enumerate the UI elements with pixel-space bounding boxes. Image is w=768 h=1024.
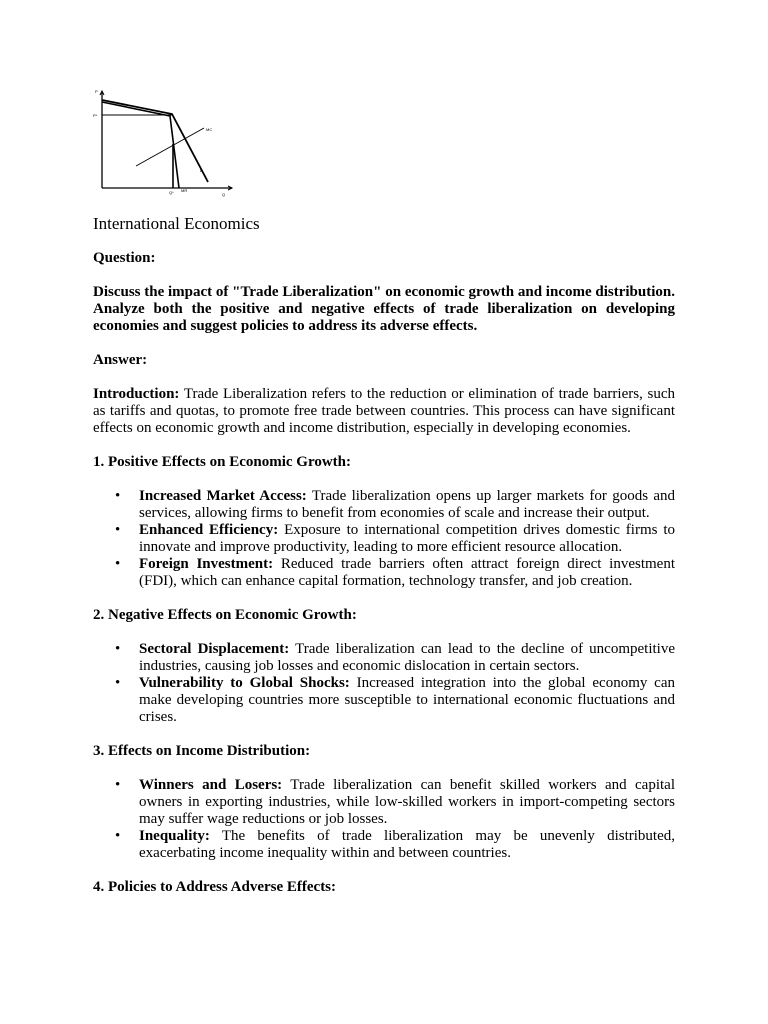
section (93, 454, 675, 590)
list-item (115, 777, 675, 828)
p-axis-label: P (95, 89, 98, 94)
bullet-list (93, 488, 675, 590)
list-item (115, 522, 675, 556)
item-text: Trade liberalization can lead to the decline of uncompetitive industries, causing job losses and economic dislocation in certain sectors. (139, 641, 675, 674)
section (93, 743, 675, 862)
item-term: Inequality: (139, 828, 210, 844)
list-item (115, 488, 675, 522)
list-item (115, 828, 675, 862)
document-body (93, 214, 675, 913)
section (93, 607, 675, 726)
d-label: D (200, 168, 203, 173)
introduction-text: Trade Liberalization refers to the reduction or elimination of trade barriers, such as tariffs and quotas, to promote free trade between countries. This process can have significant effects on economic growth and income distribution, especially in developing economies. (93, 386, 675, 436)
diagram-svg (92, 86, 244, 202)
document-title: International Economics (93, 214, 260, 233)
q-star-label: Q* (169, 190, 174, 195)
item-text: Increased integration into the global economy can make developing countries more susceptible to international economic fluctuations and crises. (139, 675, 675, 725)
section-heading: 4. Policies to Address Adverse Effects: (93, 879, 337, 895)
question-text: Discuss the impact of "Trade Liberalization" on economic growth and income distribution. Analyze both the positive and negative effects of trade liberalization on developing economies and suggest policies to address its adverse effects. (93, 284, 675, 334)
item-text: The benefits of trade liberalization may be unevenly distributed, exacerbating income inequality within and between countries. (139, 828, 675, 861)
item-text: Trade liberalization can benefit skilled workers and capital owners in exporting industries, while low-skilled workers in import-competing sectors may suffer wage reductions or job losses. (139, 777, 675, 827)
section (93, 879, 675, 896)
bullet-list (93, 777, 675, 862)
list-item (115, 641, 675, 675)
mc-label: MC (206, 127, 213, 132)
bullet-icon: • (115, 777, 121, 793)
item-term: Foreign Investment: (139, 556, 274, 572)
bullet-icon: • (115, 675, 121, 691)
item-term: Winners and Losers: (139, 777, 283, 793)
list-item (115, 556, 676, 590)
bullet-list (93, 641, 675, 726)
item-term: Increased Market Access: (139, 488, 307, 504)
bullet-icon: • (115, 556, 121, 572)
item-text: Reduced trade barriers often attract foreign direct investment (FDI), which can enhance capital formation, technology transfer, and job creation. (139, 556, 676, 589)
item-text: Exposure to international competition drives domestic firms to innovate and improve productivity, leading to more efficient resource allocation. (139, 522, 675, 555)
section-heading: 2. Negative Effects on Economic Growth: (93, 607, 357, 623)
economics-diagram (92, 86, 244, 202)
question-label: Question: (93, 250, 156, 266)
section-heading: 1. Positive Effects on Economic Growth: (93, 454, 352, 470)
item-term: Enhanced Efficiency: (139, 522, 279, 538)
bullet-icon: • (115, 828, 121, 844)
item-text: Trade liberalization opens up larger markets for goods and services, allowing firms to benefit from economies of scale and increase their output. (139, 488, 675, 521)
item-term: Sectoral Displacement: (139, 641, 290, 657)
p-star-label: P* (93, 113, 98, 118)
introduction-label: Introduction: (93, 386, 180, 402)
answer-label: Answer: (93, 352, 148, 368)
q-axis-label: Q (222, 192, 226, 197)
bullet-icon: • (115, 488, 121, 504)
section-heading: 3. Effects on Income Distribution: (93, 743, 311, 759)
list-item (115, 675, 675, 726)
bullet-icon: • (115, 641, 121, 657)
item-term: Vulnerability to Global Shocks: (139, 675, 350, 691)
bullet-icon: • (115, 522, 121, 538)
introduction-paragraph (93, 386, 675, 437)
mr-label: MR (181, 188, 188, 193)
